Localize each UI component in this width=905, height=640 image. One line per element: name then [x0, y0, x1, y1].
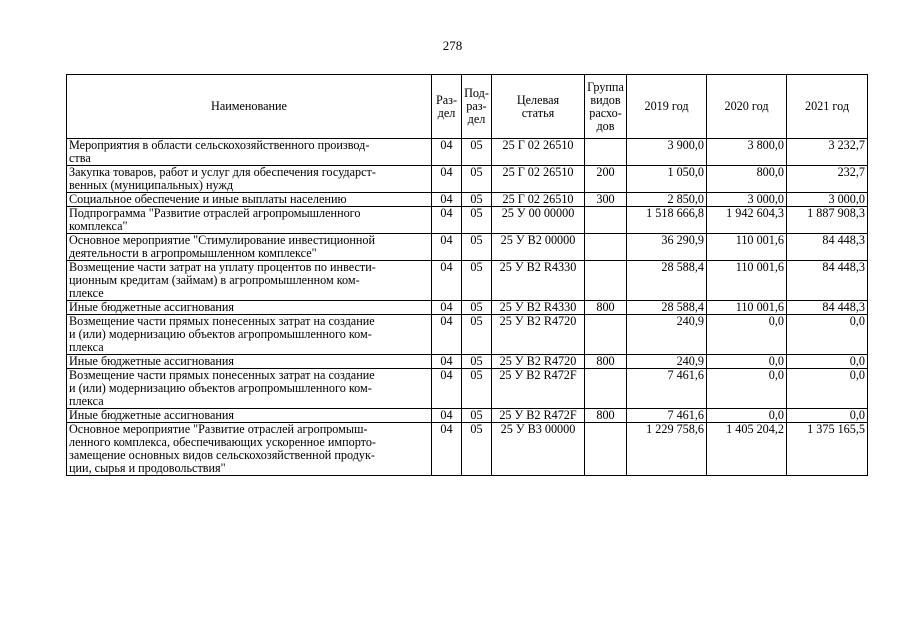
cell-2019: 28 588,4 — [627, 261, 707, 301]
cell-2021: 3 000,0 — [787, 193, 868, 207]
cell-2021: 1 887 908,3 — [787, 207, 868, 234]
cell-statya: 25 У В2 R472F — [492, 409, 585, 423]
cell-2021: 0,0 — [787, 369, 868, 409]
cell-gruppa: 800 — [585, 409, 627, 423]
cell-podrazdel: 05 — [462, 261, 492, 301]
cell-statya: 25 У В3 00000 — [492, 423, 585, 476]
cell-name: Иные бюджетные ассигнования — [67, 409, 432, 423]
cell-2020: 3 800,0 — [707, 139, 787, 166]
cell-statya: 25 У В2 R4720 — [492, 355, 585, 369]
cell-2021: 3 232,7 — [787, 139, 868, 166]
cell-razdel: 04 — [432, 139, 462, 166]
cell-name: Иные бюджетные ассигнования — [67, 355, 432, 369]
cell-podrazdel: 05 — [462, 207, 492, 234]
cell-2020: 0,0 — [707, 315, 787, 355]
table-body — [67, 139, 868, 476]
cell-statya: 25 У В2 R4330 — [492, 301, 585, 315]
cell-statya: 25 Г 02 26510 — [492, 193, 585, 207]
cell-2020: 800,0 — [707, 166, 787, 193]
cell-2020: 0,0 — [707, 409, 787, 423]
cell-razdel: 04 — [432, 423, 462, 476]
cell-podrazdel: 05 — [462, 234, 492, 261]
cell-razdel: 04 — [432, 234, 462, 261]
header-statya-label: Целевая статья — [516, 92, 560, 120]
cell-2021: 0,0 — [787, 409, 868, 423]
cell-2020: 0,0 — [707, 369, 787, 409]
cell-gruppa — [585, 234, 627, 261]
header-razdel-label: Раз- дел — [435, 92, 458, 120]
cell-podrazdel: 05 — [462, 301, 492, 315]
cell-2019: 2 850,0 — [627, 193, 707, 207]
cell-2019: 7 461,6 — [627, 369, 707, 409]
cell-razdel: 04 — [432, 315, 462, 355]
cell-name: Социальное обеспечение и иные выплаты населению — [67, 193, 432, 207]
cell-razdel: 04 — [432, 369, 462, 409]
cell-name: Основное мероприятие "Развитие отраслей агропромыш- ленного комплекса, обеспечивающих ускоренное импорто- замещение основных видов сельскохозяйственной продук- ции, сырья и продовольствия" — [67, 423, 432, 476]
cell-statya: 25 У В2 00000 — [492, 234, 585, 261]
table-row — [67, 193, 868, 207]
cell-2021: 232,7 — [787, 166, 868, 193]
cell-2020: 1 405 204,2 — [707, 423, 787, 476]
cell-2019: 36 290,9 — [627, 234, 707, 261]
table-row — [67, 139, 868, 166]
cell-2020: 110 001,6 — [707, 234, 787, 261]
cell-razdel: 04 — [432, 261, 462, 301]
header-2019-label: 2019 год — [644, 99, 689, 113]
cell-razdel: 04 — [432, 355, 462, 369]
cell-razdel: 04 — [432, 166, 462, 193]
header-name — [67, 75, 432, 139]
cell-gruppa — [585, 261, 627, 301]
cell-gruppa — [585, 315, 627, 355]
cell-2020: 0,0 — [707, 355, 787, 369]
cell-2019: 240,9 — [627, 355, 707, 369]
cell-name: Возмещение части прямых понесенных затрат на создание и (или) модернизацию объектов агропромышленного ком- плекса — [67, 369, 432, 409]
cell-2021: 84 448,3 — [787, 301, 868, 315]
cell-2020: 110 001,6 — [707, 261, 787, 301]
cell-2021: 0,0 — [787, 355, 868, 369]
cell-statya: 25 У В2 R472F — [492, 369, 585, 409]
header-2021-label: 2021 год — [804, 99, 850, 113]
cell-gruppa — [585, 423, 627, 476]
cell-2019: 28 588,4 — [627, 301, 707, 315]
cell-name: Возмещение части затрат на уплату процентов по инвести- ционным кредитам (займам) в агропромышленном ком- плексе — [67, 261, 432, 301]
cell-gruppa — [585, 207, 627, 234]
table-row — [67, 261, 868, 301]
cell-razdel: 04 — [432, 301, 462, 315]
cell-razdel: 04 — [432, 193, 462, 207]
table-row — [67, 301, 868, 315]
table-row — [67, 207, 868, 234]
table-row — [67, 409, 868, 423]
cell-2019: 240,9 — [627, 315, 707, 355]
header-gruppa-label: Группа видов расхо- дов — [587, 79, 624, 133]
cell-statya: 25 У 00 00000 — [492, 207, 585, 234]
budget-table — [66, 74, 868, 476]
header-2020 — [707, 75, 787, 139]
header-gruppa — [585, 75, 627, 139]
cell-podrazdel: 05 — [462, 369, 492, 409]
header-statya — [492, 75, 585, 139]
cell-name: Подпрограмма "Развитие отраслей агропромышленного комплекса" — [67, 207, 432, 234]
cell-name: Закупка товаров, работ и услуг для обеспечения государст- венных (муниципальных) нужд — [67, 166, 432, 193]
cell-podrazdel: 05 — [462, 409, 492, 423]
cell-razdel: 04 — [432, 207, 462, 234]
cell-gruppa — [585, 369, 627, 409]
table-row — [67, 423, 868, 476]
cell-name: Мероприятия в области сельскохозяйственного производ- ства — [67, 139, 432, 166]
cell-name: Основное мероприятие "Стимулирование инвестиционной деятельности в агропромышленном комплексе" — [67, 234, 432, 261]
cell-2021: 84 448,3 — [787, 261, 868, 301]
cell-2019: 3 900,0 — [627, 139, 707, 166]
cell-2019: 1 229 758,6 — [627, 423, 707, 476]
cell-podrazdel: 05 — [462, 423, 492, 476]
header-2021 — [787, 75, 868, 139]
cell-podrazdel: 05 — [462, 193, 492, 207]
cell-statya: 25 У В2 R4330 — [492, 261, 585, 301]
cell-2020: 1 942 604,3 — [707, 207, 787, 234]
cell-podrazdel: 05 — [462, 355, 492, 369]
header-2020-label: 2020 год — [724, 99, 769, 113]
header-2019 — [627, 75, 707, 139]
cell-gruppa: 800 — [585, 355, 627, 369]
header-podrazdel-label: Под- раз- дел — [464, 86, 489, 126]
cell-gruppa: 800 — [585, 301, 627, 315]
cell-razdel: 04 — [432, 409, 462, 423]
table-row — [67, 369, 868, 409]
cell-2021: 0,0 — [787, 315, 868, 355]
cell-2019: 1 518 666,8 — [627, 207, 707, 234]
cell-2019: 7 461,6 — [627, 409, 707, 423]
table-row — [67, 234, 868, 261]
cell-2019: 1 050,0 — [627, 166, 707, 193]
table-row — [67, 315, 868, 355]
cell-statya: 25 Г 02 26510 — [492, 139, 585, 166]
cell-gruppa — [585, 139, 627, 166]
cell-podrazdel: 05 — [462, 166, 492, 193]
cell-2021: 1 375 165,5 — [787, 423, 868, 476]
cell-gruppa: 300 — [585, 193, 627, 207]
cell-gruppa: 200 — [585, 166, 627, 193]
table-row — [67, 355, 868, 369]
cell-2020: 110 001,6 — [707, 301, 787, 315]
cell-podrazdel: 05 — [462, 315, 492, 355]
header-name-label: Наименование — [211, 99, 287, 113]
table-row — [67, 166, 868, 193]
cell-2021: 84 448,3 — [787, 234, 868, 261]
cell-statya: 25 У В2 R4720 — [492, 315, 585, 355]
table-header-row — [67, 75, 868, 139]
cell-name: Иные бюджетные ассигнования — [67, 301, 432, 315]
header-razdel — [432, 75, 462, 139]
cell-statya: 25 Г 02 26510 — [492, 166, 585, 193]
cell-2020: 3 000,0 — [707, 193, 787, 207]
page-number: 278 — [442, 38, 463, 53]
cell-podrazdel: 05 — [462, 139, 492, 166]
cell-name: Возмещение части прямых понесенных затрат на создание и (или) модернизацию объектов агропромышленного ком- плекса — [67, 315, 432, 355]
header-podrazdel — [462, 75, 492, 139]
